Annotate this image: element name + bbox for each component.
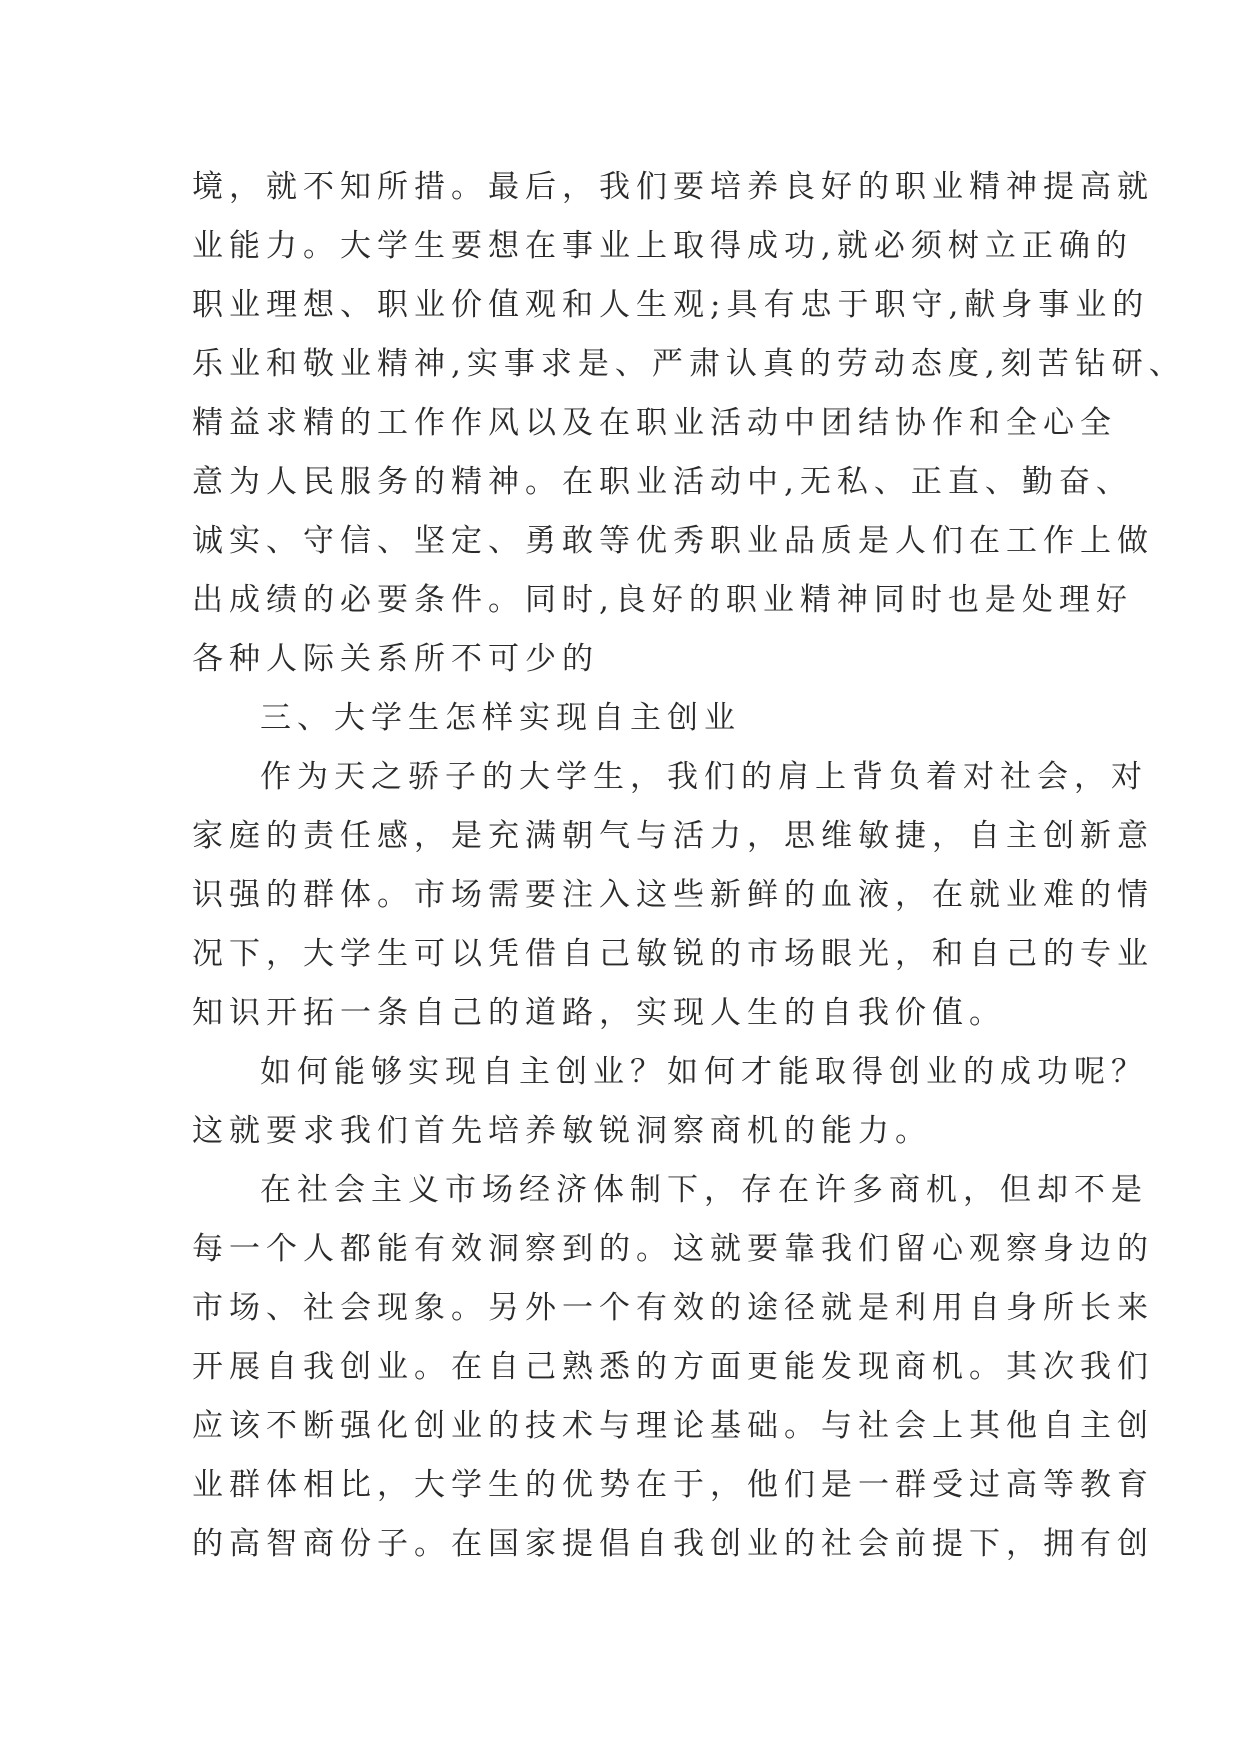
text-line: 这就要求我们首先培养敏锐洞察商机的能力。	[192, 1113, 932, 1149]
text-line: 家庭的责任感，是充满朝气与活力，思维敏捷，自主创新意	[192, 818, 1154, 854]
section-heading: 三、大学生怎样实现自主创业	[260, 700, 741, 736]
body-text	[192, 158, 1186, 1574]
text-line: 业能力。大学生要想在事业上取得成功,就必须树立正确的	[192, 228, 1133, 264]
text-line: 每一个人都能有效洞察到的。这就要靠我们留心观察身边的	[192, 1231, 1154, 1267]
text-line: 识强的群体。市场需要注入这些新鲜的血液，在就业难的情	[192, 877, 1154, 913]
text-line: 况下，大学生可以凭借自己敏锐的市场眼光，和自己的专业	[192, 936, 1154, 972]
text-line: 诚实、守信、坚定、勇敢等优秀职业品质是人们在工作上做	[192, 523, 1154, 559]
text-line: 在社会主义市场经济体制下，存在许多商机，但却不是	[260, 1172, 1148, 1208]
text-line: 市场、社会现象。另外一个有效的途径就是利用自身所长来	[192, 1290, 1154, 1326]
text-line: 意为人民服务的精神。在职业活动中,无私、正直、勤奋、	[192, 464, 1133, 500]
text-line: 境，就不知所措。最后，我们要培养良好的职业精神提高就	[192, 169, 1154, 205]
text-line: 如何能够实现自主创业？如何才能取得创业的成功呢？	[260, 1054, 1148, 1090]
text-line: 作为天之骄子的大学生，我们的肩上背负着对社会，对	[260, 759, 1148, 795]
text-line: 职业理想、职业价值观和人生观;具有忠于职守,献身事业的	[192, 287, 1150, 323]
text-line: 精益求精的工作作风以及在职业活动中团结协作和全心全	[192, 405, 1117, 441]
text-line: 的高智商份子。在国家提倡自我创业的社会前提下，拥有创	[192, 1526, 1154, 1562]
text-line: 应该不断强化创业的技术与理论基础。与社会上其他自主创	[192, 1408, 1154, 1444]
text-line: 开展自我创业。在自己熟悉的方面更能发现商机。其次我们	[192, 1349, 1154, 1385]
text-line: 出成绩的必要条件。同时,良好的职业精神同时也是处理好	[192, 582, 1133, 618]
text-line: 各种人际关系所不可少的	[192, 641, 599, 677]
text-line: 业群体相比，大学生的优势在于，他们是一群受过高等教育	[192, 1467, 1154, 1503]
text-line: 乐业和敬业精神,实事求是、严肃认真的劳动态度,刻苦钻研、	[192, 346, 1186, 382]
text-line: 知识开拓一条自己的道路，实现人生的自我价值。	[192, 995, 1006, 1031]
